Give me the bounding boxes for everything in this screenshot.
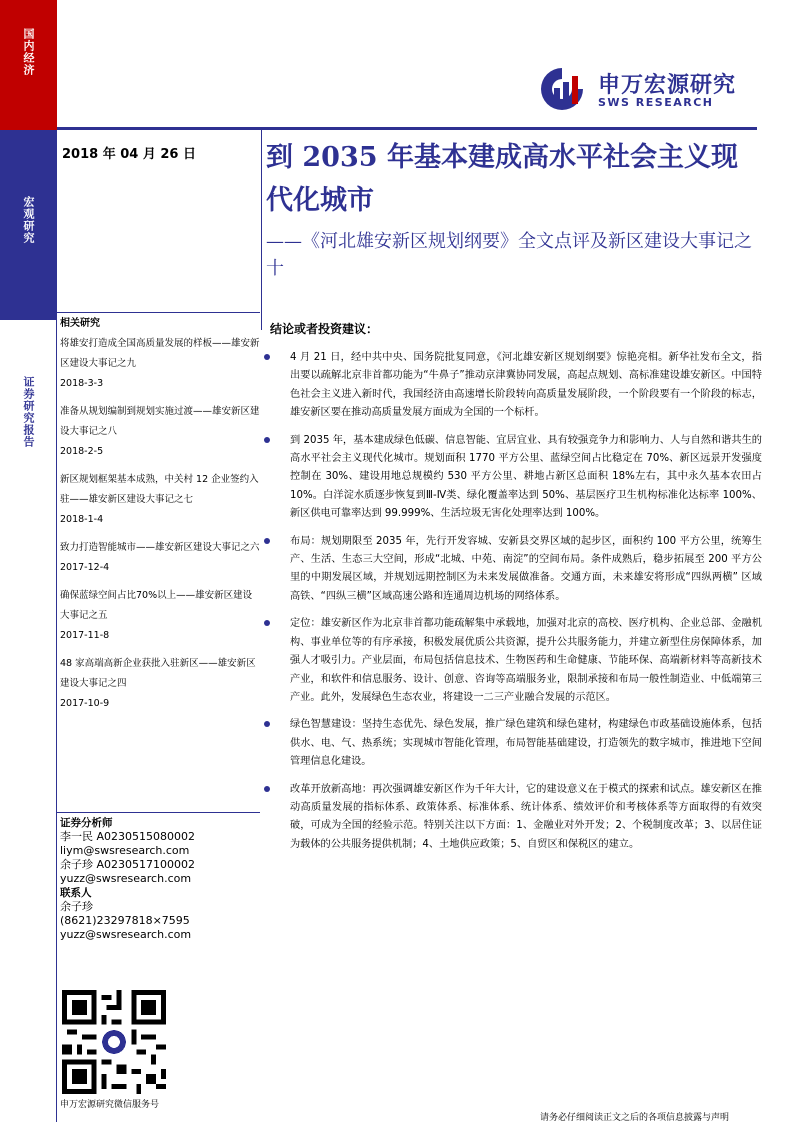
related-item-title[interactable]: 将雄安打造成全国高质量发展的样板——雄安新区建设大事记之九 [60,338,260,369]
bullet-text: 4 月 21 日，经中共中央、国务院批复同意，《河北雄安新区规划纲要》惊艳亮相。新华社发布全文，指出要以疏解北京非首都功能为“牛鼻子”推动京津冀协同发展，高起点规划、高标准建设雄安新区。中国特色社会主义进入新时代，我国经济由高速增长阶段转向高质量发展阶段，一个阶段要有一个阶段的标志，雄安新区要在推动高质量发展方面成为全国的一个标杆。 [290,352,762,419]
analyst-block [60,816,260,942]
conclusion-bullet [262,615,762,707]
analyst-line: 余子珍 A0230517100002 [60,858,196,871]
bullet-dot-icon [264,786,270,792]
conclusion-heading: 结论或者投资建议： [270,322,379,336]
related-item-date: 2018-1-4 [60,514,104,525]
related-item[interactable] [60,470,260,530]
bullet-text: 布局：规划期限至 2035 年，先行开发容城、安新县交界区域的起步区，面积约 100 平方公里，统筹生产、生活、生态三大空间，形成“北城、中苑、南淀”的空间布局。条件成熟后，稳步拓展至 200 平方公里的中期发展区域，并规划远期控制区为未来发展做准备。交通方面，未来雄安将形成“四纵两横” 区域高铁、“四纵三横”区域高速公路和连通周边机场的网络体系。 [290,535,762,602]
footer-disclaimer: 请务必仔细阅读正文之后的各项信息披露与声明 [540,1113,730,1123]
contact-line: (8621)23297818×7595 [60,914,190,927]
analyst-email[interactable]: yuzz@swsresearch.com [60,872,192,885]
sidebar-type: 宏观研究 [22,196,35,244]
conclusion-bullet [262,432,762,524]
conclusion-bullet [262,716,762,771]
related-item[interactable] [60,654,260,714]
bullet-text: 定位：雄安新区作为北京非首都功能疏解集中承载地，加强对北京的高校、医疗机构、企业总部、金融机构、事业单位等的有序承接，积极发展优质公共资源，提升公共服务能力，并建立新型住房保障体系，加强人才吸引力。产业层面，布局包括信息技术、生物医药和生命健康、节能环保、高端新材料等高新技术产业，和软件和信息服务、设计、创意、咨询等高端服务业，限制承接和布局一般性制造业、中低端第三产业。此外，发展绿色生态农业，将建设一二三产业融合发展的示范区。 [290,618,762,703]
related-item-title[interactable]: 致力打造智能城市——雄安新区建设大事记之六 [60,542,260,553]
logo-en-text: SWS RESEARCH [598,96,714,109]
related-item[interactable] [60,334,260,394]
contact-email[interactable]: yuzz@swsresearch.com [60,928,192,941]
conclusion-bullet [262,533,762,607]
analyst-email[interactable]: liym@swsresearch.com [60,844,190,857]
logo-cn-text: 申万宏源研究 [598,73,737,98]
related-item-date: 2017-11-8 [60,630,110,641]
qr-caption: 申万宏源研究微信服务号 [60,1100,160,1110]
sidebar-category: 国内经济 [22,28,35,76]
related-item-date: 2018-2-5 [60,446,104,457]
related-item[interactable] [60,586,260,646]
qr-code-icon [62,990,166,1094]
related-research [60,312,260,722]
related-item-title[interactable]: 准备从规划编制到规划实施过渡——雄安新区建设大事记之八 [60,406,260,437]
analyst-heading: 证券分析师 [60,817,113,829]
bullet-dot-icon [264,437,270,443]
bullet-dot-icon [264,354,270,360]
related-item-date: 2017-10-9 [60,698,110,709]
report-subtitle: ——《河北雄安新区规划纲要》全文点评及新区建设大事记之十 [266,231,752,279]
report-title: 到 2035 年基本建成高水平社会主义现代化城市 [266,142,738,216]
conclusion-bullet [262,781,762,855]
related-item-date: 2018-3-3 [60,378,104,389]
bullet-dot-icon [264,620,270,626]
bullet-dot-icon [264,721,270,727]
sws-logo-icon [532,64,592,114]
bullet-dot-icon [264,538,270,544]
bullet-text: 到 2035 年，基本建成绿色低碳、信息智能、宜居宜业、具有较强竞争力和影响力、人与自然和谐共生的高水平社会主义现代化城市。规划面积 1770 平方公里、蓝绿空间占比稳定在 70%、新区远景开发强度控制在 30%、建设用地总规模约 530 平方公里、耕地占新区总面积 18%左右，其中永久基本农田占 10%。白洋淀水质逐步恢复到Ⅲ-Ⅳ类、绿化覆盖率达到 50%、基层医疗卫生机构标准化达标率 100%、新区供电可靠率达到 99.999%、生活垃圾无害化处理率达到 100%。 [290,434,762,520]
analyst-line: 李一民 A0230515080002 [60,830,196,843]
related-item-title[interactable]: 新区规划框架基本成熟，中关村 12 企业签约入驻——雄安新区建设大事记之七 [60,474,259,505]
contact-heading: 联系人 [60,887,92,899]
contact-line: 余子珍 [60,900,93,913]
conclusion-bullet [262,349,762,423]
bullet-text: 绿色智慧建设：坚持生态优先、绿色发展，推广绿色建筑和绿色建材，构建绿色市政基础设施体系，包括供水、电、气、热系统；实现城市智能化管理，布局智能基础建设，打造领先的数字城市，推进地下空间管理信息化建设。 [290,719,762,768]
related-heading: 相关研究 [60,318,100,329]
left-divider-2 [57,812,260,813]
main-content [262,320,762,863]
related-item[interactable] [60,402,260,462]
related-item[interactable] [60,538,260,578]
related-item-title[interactable]: 48 家高端高新企业获批入驻新区——雄安新区建设大事记之四 [60,658,256,689]
header-divider [261,130,262,330]
related-item-date: 2017-12-4 [60,562,110,573]
header-rule [57,127,757,130]
related-item-title[interactable]: 确保蓝绿空间占比70%以上——雄安新区建设大事记之五 [60,590,253,621]
report-date: 2018 年 04 月 26 日 [62,147,196,162]
sws-logo [532,64,752,114]
bullet-text: 改革开放新高地：再次强调雄安新区作为千年大计，它的建设意义在于模式的探索和试点。雄安新区在推动高质量发展的指标体系、政策体系、标准体系、统计体系、绩效评价和考核体系等方面取得的有效突破，可成为全国的经验示范。特别关注以下方面：1、金融业对外开发；2、个税制度改革；3、以居住证为载体的公共服务提供机制；4、土地供应政策；5、自贸区和保税区的建立。 [290,783,762,850]
sidebar-report: 证券研究报告 [22,376,35,448]
